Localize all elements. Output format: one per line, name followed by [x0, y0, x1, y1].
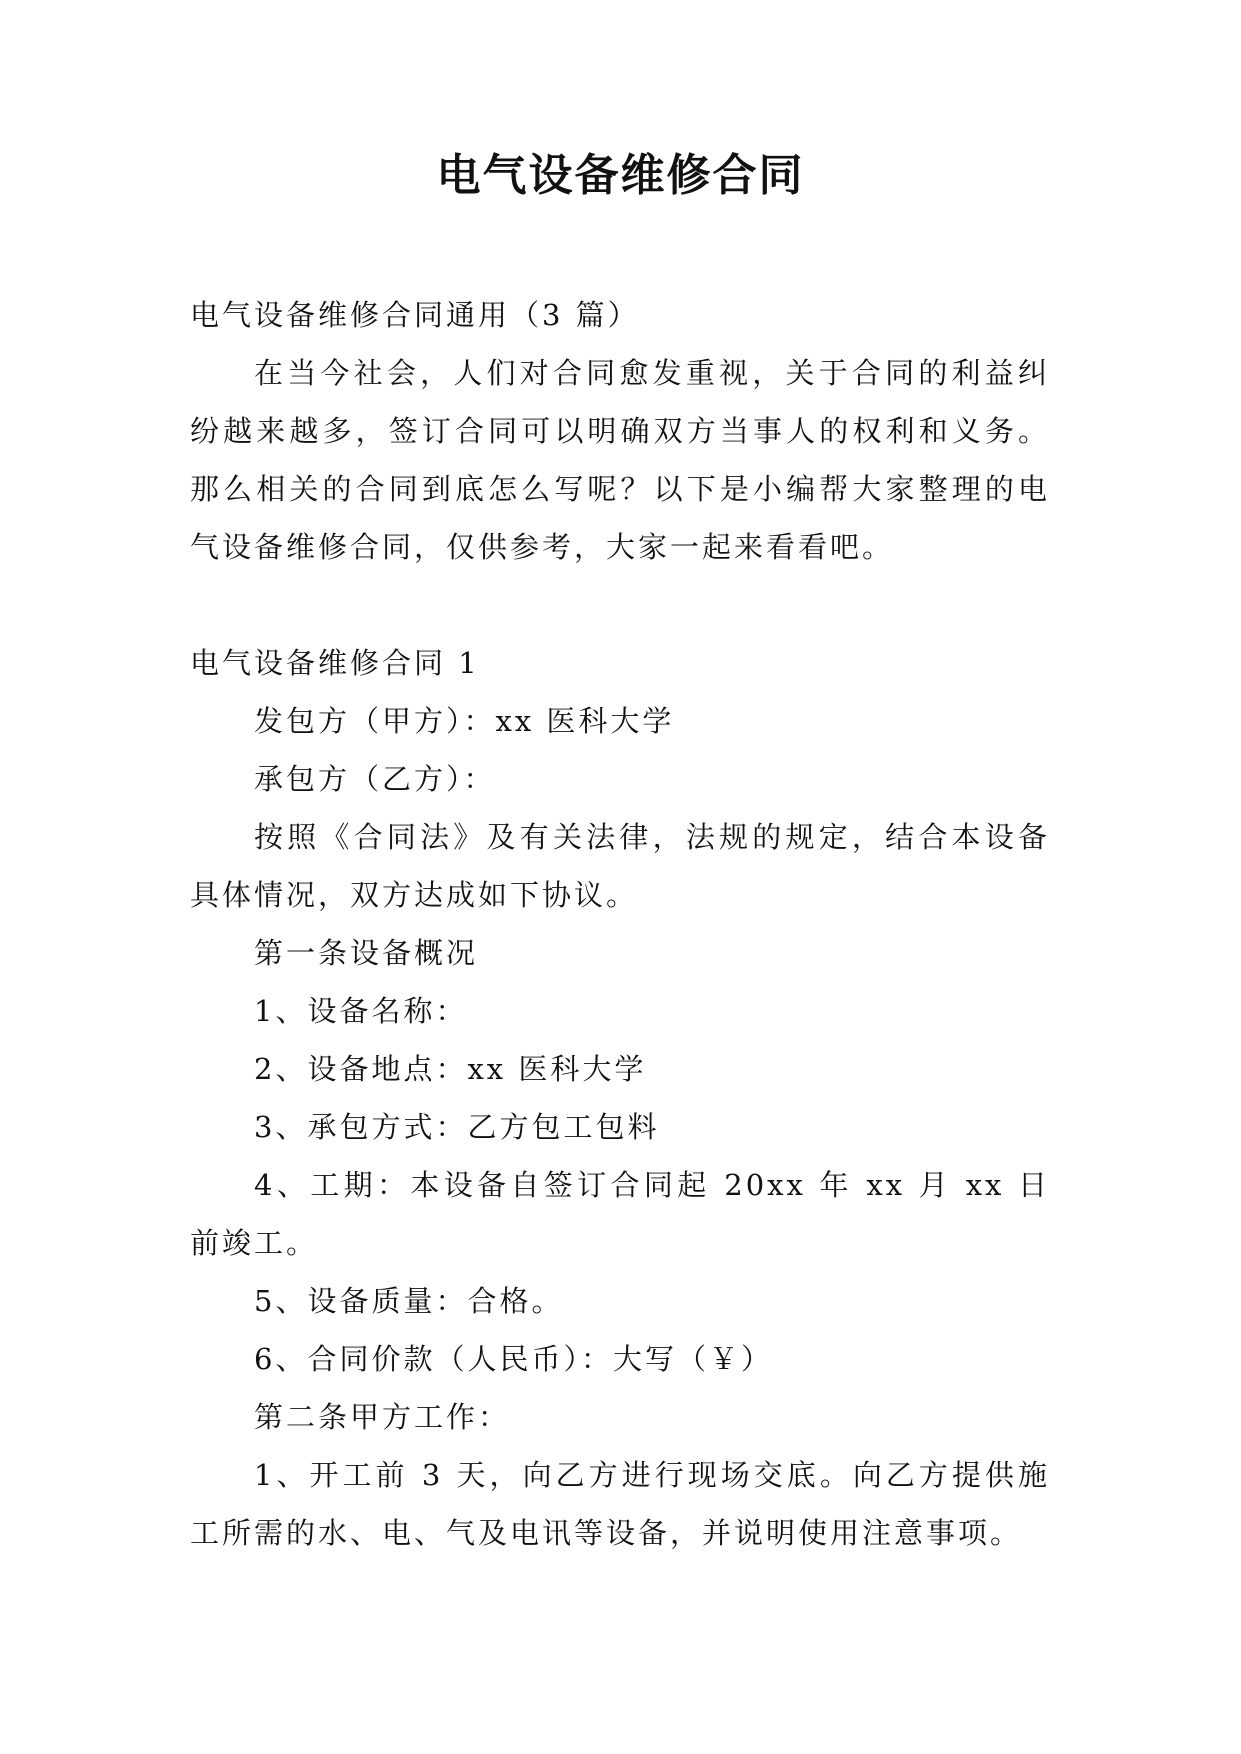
- party-b-line: 承包方（乙方）：: [254, 762, 496, 796]
- document-body: [190, 286, 1050, 1562]
- party-a-line: 发包方（甲方）：xx 医科大学: [254, 704, 675, 738]
- article-1-item-2: 2、设备地点：xx 医科大学: [254, 1052, 647, 1086]
- article-2-title: 第二条甲方工作：: [254, 1400, 511, 1434]
- document-subtitle: 电气设备维修合同通用（3 篇）: [190, 298, 640, 332]
- article-1-item-1: 1、设备名称：: [254, 994, 468, 1028]
- article-1-item-6: 6、合同价款（人民币）：大写（￥）: [254, 1342, 773, 1376]
- article-1-item-3: 3、承包方式：乙方包工包料: [254, 1110, 660, 1144]
- preamble-paragraph: 按照《合同法》及有关法律，法规的规定，结合本设备具体情况，双方达成如下协议。: [190, 820, 1050, 912]
- article-1-item-4: 4、工期：本设备自签订合同起 20xx 年 xx 月 xx 日前竣工。: [190, 1168, 1050, 1260]
- article-2-item-1: 1、开工前 3 天，向乙方进行现场交底。向乙方提供施工所需的水、电、气及电讯等设备，并说明使用注意事项。: [190, 1458, 1050, 1550]
- section-spacer: [190, 576, 1050, 634]
- document-title: 电气设备维修合同: [436, 150, 805, 201]
- article-1-item-5: 5、设备质量：合格。: [254, 1284, 564, 1318]
- section-heading: 电气设备维修合同 1: [190, 646, 480, 680]
- intro-paragraph: 在当今社会，人们对合同愈发重视，关于合同的利益纠纷越来越多，签订合同可以明确双方当事人的权利和义务。那么相关的合同到底怎么写呢？以下是小编帮大家整理的电气设备维修合同，仅供参考，大家一起来看看吧。: [190, 356, 1050, 564]
- article-1-title: 第一条设备概况: [254, 936, 479, 970]
